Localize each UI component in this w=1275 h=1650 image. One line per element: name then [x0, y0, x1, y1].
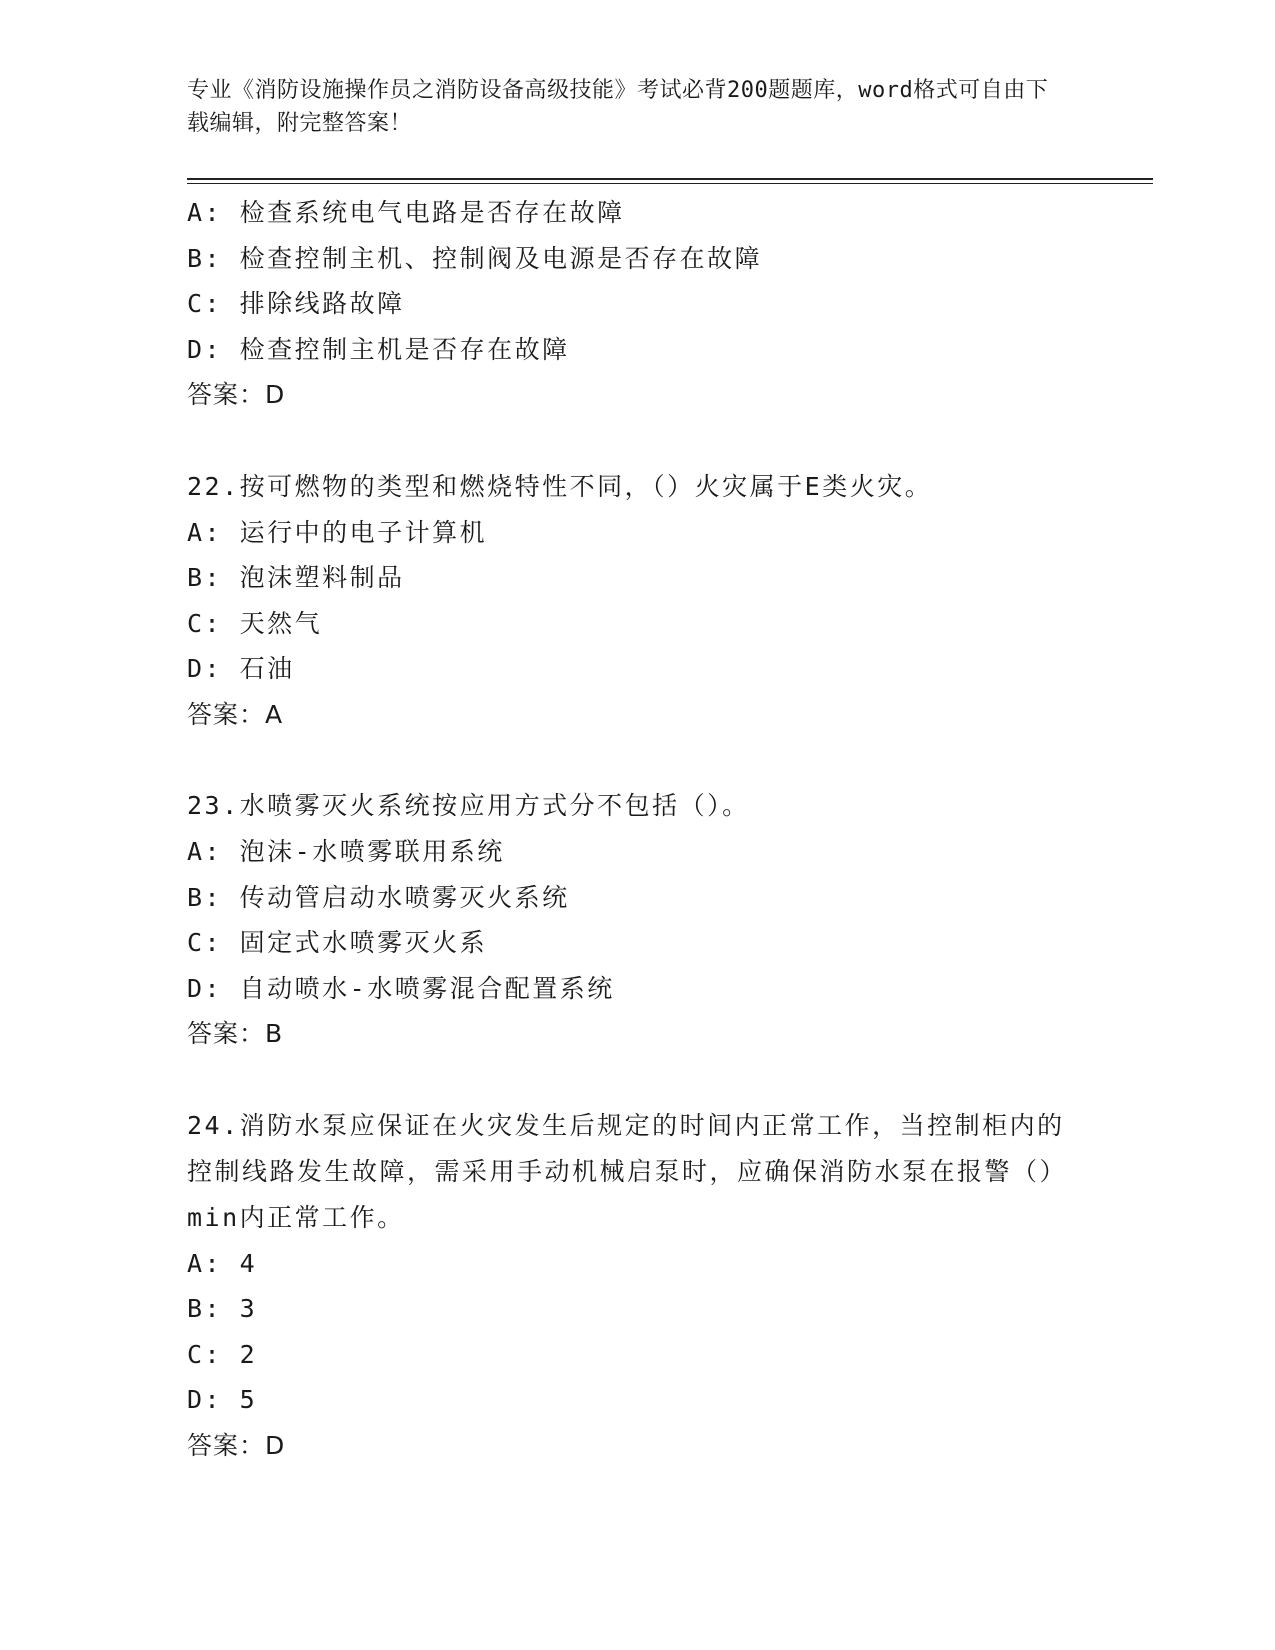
- option-b: B: 3: [187, 1294, 258, 1323]
- question-24: [187, 1103, 1087, 1469]
- answer-line: 答案：D: [187, 1430, 286, 1460]
- answer-line: 答案：D: [187, 380, 286, 409]
- option-c: C: 天然气: [187, 608, 323, 638]
- option-a: A: 检查系统电气电路是否存在故障: [187, 198, 625, 227]
- option-d: D: 自动喷水-水喷雾混合配置系统: [187, 973, 615, 1003]
- option-c: C: 排除线路故障: [187, 289, 405, 318]
- spacer: [187, 737, 1087, 783]
- header-divider-thin: [187, 183, 1153, 184]
- option-a: A: 4: [187, 1248, 258, 1278]
- question-21: [187, 190, 1087, 418]
- option-b: B: 泡沫塑料制品: [187, 563, 405, 592]
- header-divider: [187, 178, 1153, 180]
- document-header: 专业《消防设施操作员之消防设备高级技能》考试必背200题题库，word格式可自由下载编辑，附完整答案！: [187, 78, 1049, 136]
- option-a: A: 运行中的电子计算机: [187, 517, 488, 547]
- option-c: C: 固定式水喷雾灭火系: [187, 928, 488, 957]
- question-text: 22.按可燃物的类型和燃烧特性不同，（）火灾属于E类火灾。: [187, 471, 933, 501]
- answer-line: 答案：A: [187, 699, 284, 729]
- option-d: D: 5: [187, 1385, 258, 1414]
- answer-line: 答案：B: [187, 1019, 284, 1048]
- question-22: [187, 464, 1087, 738]
- question-text: 23.水喷雾灭火系统按应用方式分不包括（）。: [187, 791, 750, 820]
- question-list: [187, 190, 1087, 1468]
- question-text: 24.消防水泵应保证在火灾发生后规定的时间内正常工作，当控制柜内的控制线路发生故障，需采用手动机械启泵时，应确保消防水泵在报警（）min内正常工作。: [187, 1110, 1068, 1232]
- option-b: B: 传动管启动水喷雾灭火系统: [187, 882, 570, 912]
- question-23: [187, 783, 1087, 1057]
- option-d: D: 检查控制主机是否存在故障: [187, 334, 570, 364]
- option-c: C: 2: [187, 1339, 258, 1369]
- spacer: [187, 1057, 1087, 1103]
- option-d: D: 石油: [187, 654, 295, 683]
- spacer: [187, 418, 1087, 464]
- option-b: B: 检查控制主机、控制阀及电源是否存在故障: [187, 243, 763, 273]
- option-a: A: 泡沫-水喷雾联用系统: [187, 837, 505, 866]
